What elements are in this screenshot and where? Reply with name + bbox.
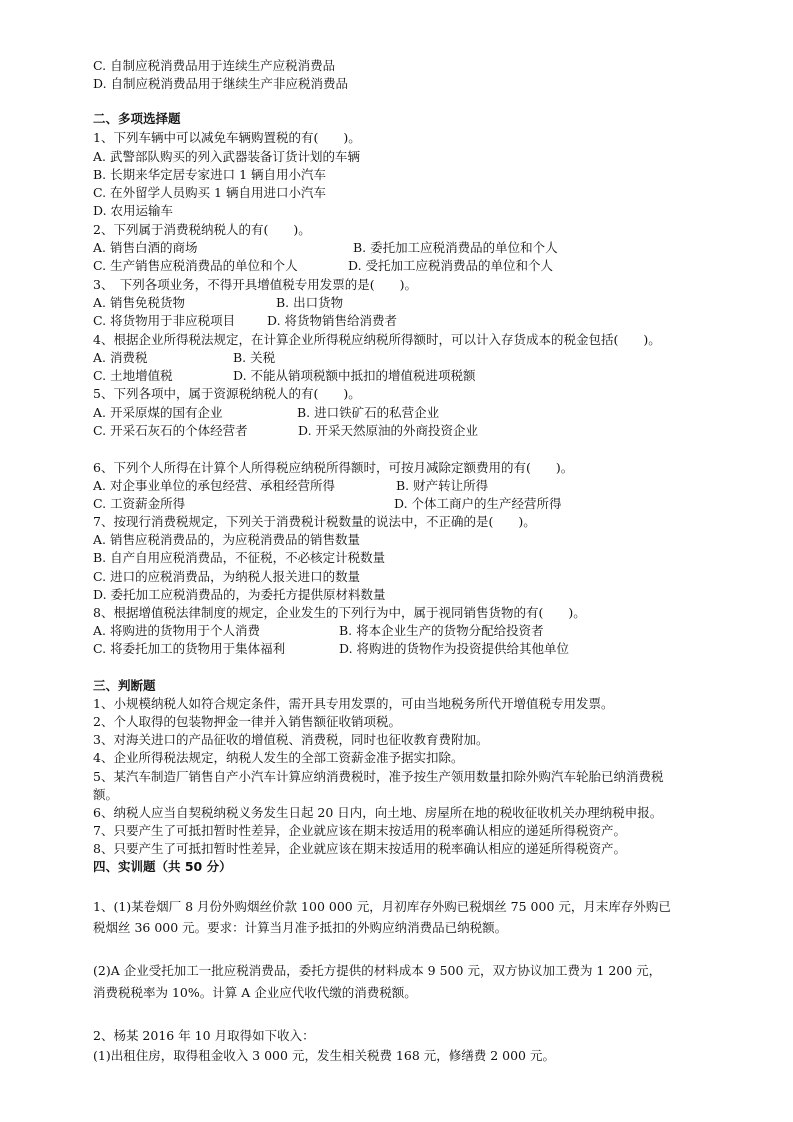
q2-option-d: D. 受托加工应税消费品的单位和个人 <box>348 258 554 273</box>
q8-stem: 8、根据增值税法律制度的规定，企业发生的下列行为中，属于视同销售货物的有( )。 <box>93 605 586 620</box>
q5-stem: 5、下列各项中，属于资源税纳税人的有( )。 <box>93 386 361 401</box>
q5-option-d: D. 开采天然原油的外商投资企业 <box>298 423 479 438</box>
q3-row-cd <box>93 312 693 330</box>
q4-row-ab <box>93 349 693 367</box>
q6-option-d: D. 个体工商户的生产经营所得 <box>394 496 562 511</box>
tf-item-3: 3、对海关进口的产品征收的增值税、消费税，同时也征收教育费附加。 <box>93 732 489 747</box>
q2-row-ab <box>93 239 693 257</box>
q3-option-b: B. 出口货物 <box>276 295 344 310</box>
q1-option-d: D. 农用运输车 <box>93 203 174 218</box>
q3-option-d: D. 将货物销售给消费者 <box>267 313 398 328</box>
section-4-heading: 四、实训题（共 50 分） <box>93 859 232 874</box>
q8-option-d: D. 将购进的货物作为投资提供给其他单位 <box>339 641 570 656</box>
q4-option-a: A. 消费税 <box>93 350 148 365</box>
q5-option-c: C. 开采石灰石的个体经营者 <box>93 423 248 438</box>
q6-stem: 6、下列个人所得在计算个人所得税应纳税所得额时，可按月减除定额费用的有( )。 <box>93 460 574 475</box>
practice-2-line-1: 2、杨某 2016 年 10 月取得如下收入： <box>93 1028 315 1043</box>
practice-1-line-2: 税烟丝 36 000 元。要求：计算当月准予抵扣的外购应纳消费品已纳税额。 <box>93 920 508 935</box>
q4-option-b: B. 关税 <box>233 350 276 365</box>
q6-option-a: A. 对企事业单位的承包经营、承租经营所得 <box>93 478 335 493</box>
q6-row-ab <box>93 477 693 495</box>
q2-row-cd <box>93 257 693 275</box>
tf-item-6: 6、纳税人应当自契税纳税义务发生日起 20 日内，向土地、房屋所在地的税收征收机关办理纳税申报。 <box>93 805 663 820</box>
q7-option-d: D. 委托加工应税消费品的，为委托方提供原材料数量 <box>93 587 386 602</box>
q1-option-b: B. 长期来华定居专家进口 1 辆自用小汽车 <box>93 167 327 182</box>
tf-item-8: 8、只要产生了可抵扣暂时性差异，企业就应该在期末按适用的税率确认相应的递延所得税资产。 <box>93 841 626 856</box>
q8-row-cd <box>93 640 733 658</box>
q3-stem: 3、 下列各项业务，不得开具增值税专用发票的是( )。 <box>93 277 417 292</box>
q1-option-a: A. 武警部队购买的列入武器装备订货计划的车辆 <box>93 149 360 164</box>
q5-row-cd <box>93 422 693 440</box>
tf-item-2: 2、个人取得的包装物押金一律并入销售额征收销项税。 <box>93 714 401 729</box>
q8-option-c: C. 将委托加工的货物用于集体福利 <box>93 641 286 656</box>
q5-option-a: A. 开采原煤的国有企业 <box>93 405 223 420</box>
practice-1-line-1: 1、(1)某卷烟厂 8 月份外购烟丝价款 100 000 元，月初库存外购已税烟丝 75 000 元，月末库存外购已 <box>93 899 671 914</box>
s1-option-c: C. 自制应税消费品用于连续生产应税消费品 <box>93 58 336 73</box>
q4-row-cd <box>93 367 693 385</box>
q6-row-cd <box>93 495 733 513</box>
q8-row-ab <box>93 622 733 640</box>
q1-stem: 1、下列车辆中可以减免车辆购置税的有( )。 <box>93 130 361 145</box>
q4-stem: 4、根据企业所得税法规定，在计算企业所得税应纳税所得额时，可以计入存货成本的税金包括( )。 <box>93 332 661 347</box>
q7-option-c: C. 进口的应税消费品，为纳税人报关进口的数量 <box>93 569 361 584</box>
q2-option-c: C. 生产销售应税消费品的单位和个人 <box>93 258 298 273</box>
q2-option-a: A. 销售白酒的商场 <box>93 240 198 255</box>
section-2-heading: 二、多项选择题 <box>93 111 181 126</box>
q3-option-a: A. 销售免税货物 <box>93 295 185 310</box>
q4-option-d: D. 不能从销项税额中抵扣的增值税进项税额 <box>233 368 476 383</box>
q8-option-a: A. 将购进的货物用于个人消费 <box>93 623 260 638</box>
practice-1b-line-2: 消费税税率为 10%。计算 A 企业应代收代缴的消费税额。 <box>93 985 417 1000</box>
tf-item-5: 5、某汽车制造厂销售自产小汽车计算应纳消费税时，准予按生产领用数量扣除外购汽车轮胎已纳消费税 <box>93 769 664 784</box>
q8-option-b: B. 将本企业生产的货物分配给投资者 <box>339 623 544 638</box>
q4-option-c: C. 土地增值税 <box>93 368 173 383</box>
q6-option-b: B. 财产转让所得 <box>396 478 489 493</box>
tf-item-5-cont: 额。 <box>93 787 119 802</box>
tf-item-1: 1、小规模纳税人如符合规定条件，需开具专用发票的，可由当地税务所代开增值税专用发票。 <box>93 696 614 711</box>
q2-stem: 2、下列属于消费税纳税人的有( )。 <box>93 222 311 237</box>
q7-option-b: B. 自产自用应税消费品，不征税，不必核定计税数量 <box>93 550 386 565</box>
q6-option-c: C. 工资薪金所得 <box>93 496 186 511</box>
q7-stem: 7、按现行消费税规定，下列关于消费税计税数量的说法中，不正确的是( )。 <box>93 514 536 529</box>
q3-option-c: C. 将货物用于非应税项目 <box>93 313 236 328</box>
s1-option-d: D. 自制应税消费品用于继续生产非应税消费品 <box>93 76 349 91</box>
q3-row-ab <box>93 294 693 312</box>
q5-option-b: B. 进口铁矿石的私营企业 <box>297 405 440 420</box>
q2-option-b: B. 委托加工应税消费品的单位和个人 <box>353 240 558 255</box>
practice-1b-line-1: (2)A 企业受托加工一批应税消费品，委托方提供的材料成本 9 500 元，双方协议加工费为 1 200 元， <box>93 963 662 978</box>
practice-2-line-2: (1)出租住房，取得租金收入 3 000 元，发生相关税费 168 元，修缮费 2 000 元。 <box>93 1048 555 1063</box>
tf-item-7: 7、只要产生了可抵扣暂时性差异，企业就应该在期末按适用的税率确认相应的递延所得税资产。 <box>93 823 626 838</box>
section-3-heading: 三、判断题 <box>93 678 156 693</box>
tf-item-4: 4、企业所得税法规定，纳税人发生的全部工资薪金准予据实扣除。 <box>93 750 464 765</box>
q1-option-c: C. 在外留学人员购买 1 辆自用进口小汽车 <box>93 185 326 200</box>
q5-row-ab <box>93 404 693 422</box>
q7-option-a: A. 销售应税消费品的，为应税消费品的销售数量 <box>93 532 360 547</box>
